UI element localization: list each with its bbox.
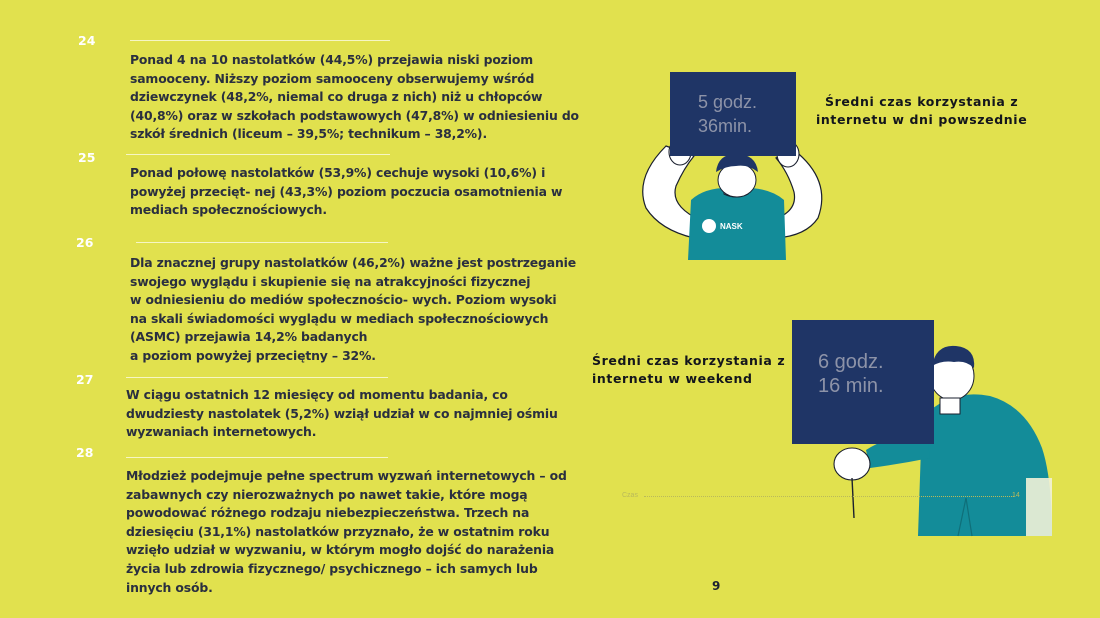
- weekend-hours: 6 godz.: [818, 351, 884, 373]
- item-number: 25: [78, 150, 96, 165]
- divider: [136, 242, 388, 243]
- divider: [126, 457, 388, 458]
- item-text: Młodzież podejmuje pełne spectrum wyzwań internetowych – od zabawnych czy nierozważnych po nawet takie, które mogą powodować różnego rodzaju niebezpieczeństwa. Trzech na dziesięciu (31,1%) nastolatków przyznało, że w ostatnim roku wzięło udział w wyzwaniu, w którym mogło dojść do narażenia życia lub zdrowia fizycznego/ psychicznego – ich samych lub innych osób.: [126, 468, 567, 595]
- item-number: 27: [76, 372, 94, 387]
- weekday-sign: [670, 72, 796, 156]
- weekday-minutes: 36min.: [698, 116, 753, 136]
- timeline-label: Czas: [622, 492, 638, 499]
- divider: [126, 154, 390, 155]
- item-text: W ciągu ostatnich 12 miesięcy od momentu badania, co dwudziesty nastolatek (5,2%) wziął udział w co najmniej ośmiu wyzwaniach internetowych.: [126, 387, 558, 440]
- item-text: Dla znacznej grupy nastolatków (46,2%) ważne jest postrzeganie swojego wyglądu i skupienie się na atrakcyjności fizycznej w odniesieniu do mediów społecznościo- wych. Poziom wysoki na skali świadomości wyglądu w mediach społecznościowych (ASMC) przejawia 14,2% badanych a poziom powyżej przeciętny – 32%.: [130, 255, 576, 363]
- divider: [130, 40, 390, 41]
- item-number: 28: [76, 445, 94, 460]
- page-number: 9: [712, 579, 721, 593]
- timeline-end-label: 14: [1012, 492, 1020, 499]
- weekday-hours: 5 godz.: [698, 92, 758, 112]
- item-text: Ponad 4 na 10 nastolatków (44,5%) przejawia niski poziom samooceny. Niższy poziom samooceny obserwujemy wśród dziewczynek (48,2%, niemal co druga z nich) niż u chłopców (40,8%) oraz w szkołach podstawowych (47,8%) w odniesieniu do szkół średnich (liceum – 39,5%; technikum – 38,2%).: [130, 52, 579, 142]
- weekday-caption: Średni czas korzystania z internetu w dni powszednie: [816, 94, 1028, 127]
- weekend-minutes: 16 min.: [818, 375, 884, 397]
- shirt-logo-text: NASK: [720, 222, 743, 231]
- timeline-line: [644, 496, 1014, 497]
- divider: [126, 377, 388, 378]
- item-number: 26: [76, 235, 94, 250]
- weekend-illustration: [790, 318, 1060, 540]
- weekday-illustration: [636, 68, 836, 268]
- weekend-caption: Średni czas korzystania z internetu w weekend: [592, 353, 786, 386]
- item-text: Ponad połowę nastolatków (53,9%) cechuje wysoki (10,6%) i powyżej przecięt- nej (43,3%) poziom poczucia osamotnienia w mediach społecznościowych.: [130, 165, 563, 218]
- item-number: 24: [78, 33, 96, 48]
